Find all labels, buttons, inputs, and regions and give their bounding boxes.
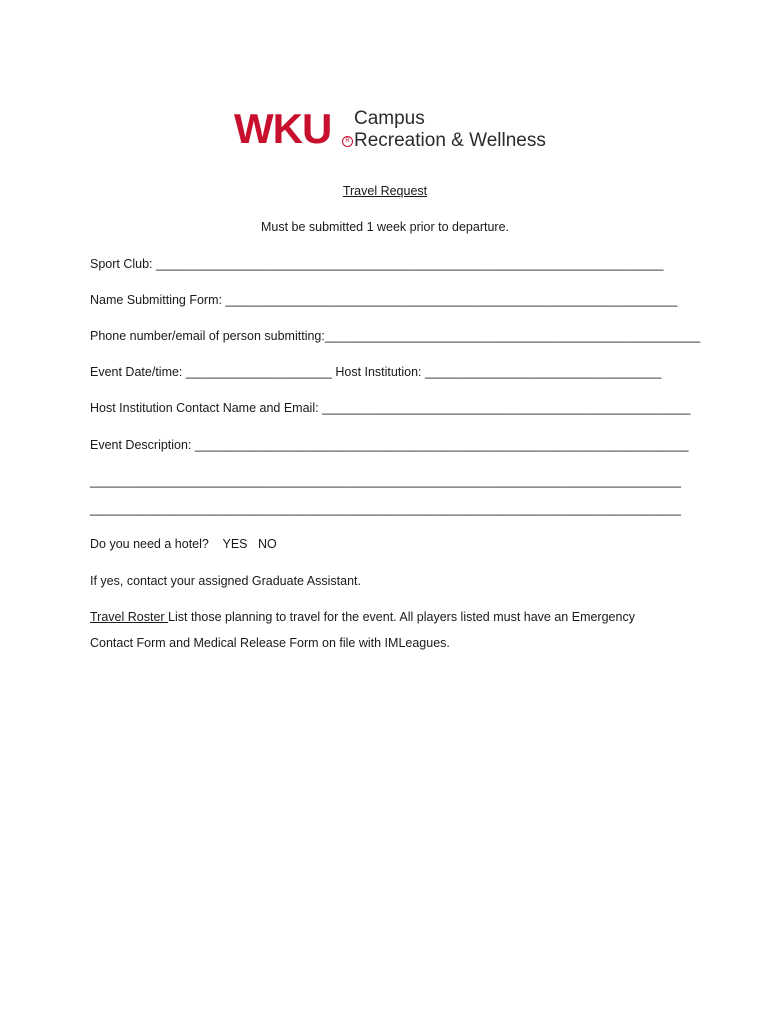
form-subtitle: Must be submitted 1 week prior to departure. [260, 220, 510, 234]
logo-department [354, 108, 546, 152]
host-contact-field[interactable]: Host Institution Contact Name and Email: _____________________________________________________ [90, 401, 691, 415]
hotel-note: If yes, contact your assigned Graduate Assistant. [90, 574, 361, 588]
wku-logo [234, 105, 546, 154]
event-date-host-field[interactable]: Event Date/time: _____________________ Host Institution: __________________________________ [90, 365, 662, 379]
logo-line-1: Campus [354, 108, 425, 129]
travel-roster-label: Travel Roster [90, 610, 169, 624]
travel-roster-text: List those planning to travel for the event. All players listed must have an Emergency [168, 610, 635, 624]
travel-roster-paragraph [90, 609, 635, 625]
registered-mark-icon: R [342, 136, 353, 147]
description-blank-line-2[interactable]: _____________________________________________________________________________________ [90, 502, 681, 516]
logo-line-2: Recreation & Wellness [354, 130, 546, 151]
hotel-question: Do you need a hotel? YES NO [90, 537, 277, 551]
event-description-field[interactable]: Event Description: _______________________________________________________________________ [90, 438, 689, 452]
name-submitting-field[interactable]: Name Submitting Form: _________________________________________________________________ [90, 293, 678, 307]
sport-club-field[interactable]: Sport Club: _________________________________________________________________________ [90, 257, 664, 271]
logo-wordmark: WKU [234, 105, 332, 152]
travel-roster-text-2: Contact Form and Medical Release Form on file with IMLeagues. [90, 636, 450, 650]
form-title: Travel Request [342, 184, 428, 198]
phone-email-field[interactable]: Phone number/email of person submitting:______________________________________________________ [90, 329, 701, 343]
description-blank-line-1[interactable]: _____________________________________________________________________________________ [90, 474, 681, 488]
